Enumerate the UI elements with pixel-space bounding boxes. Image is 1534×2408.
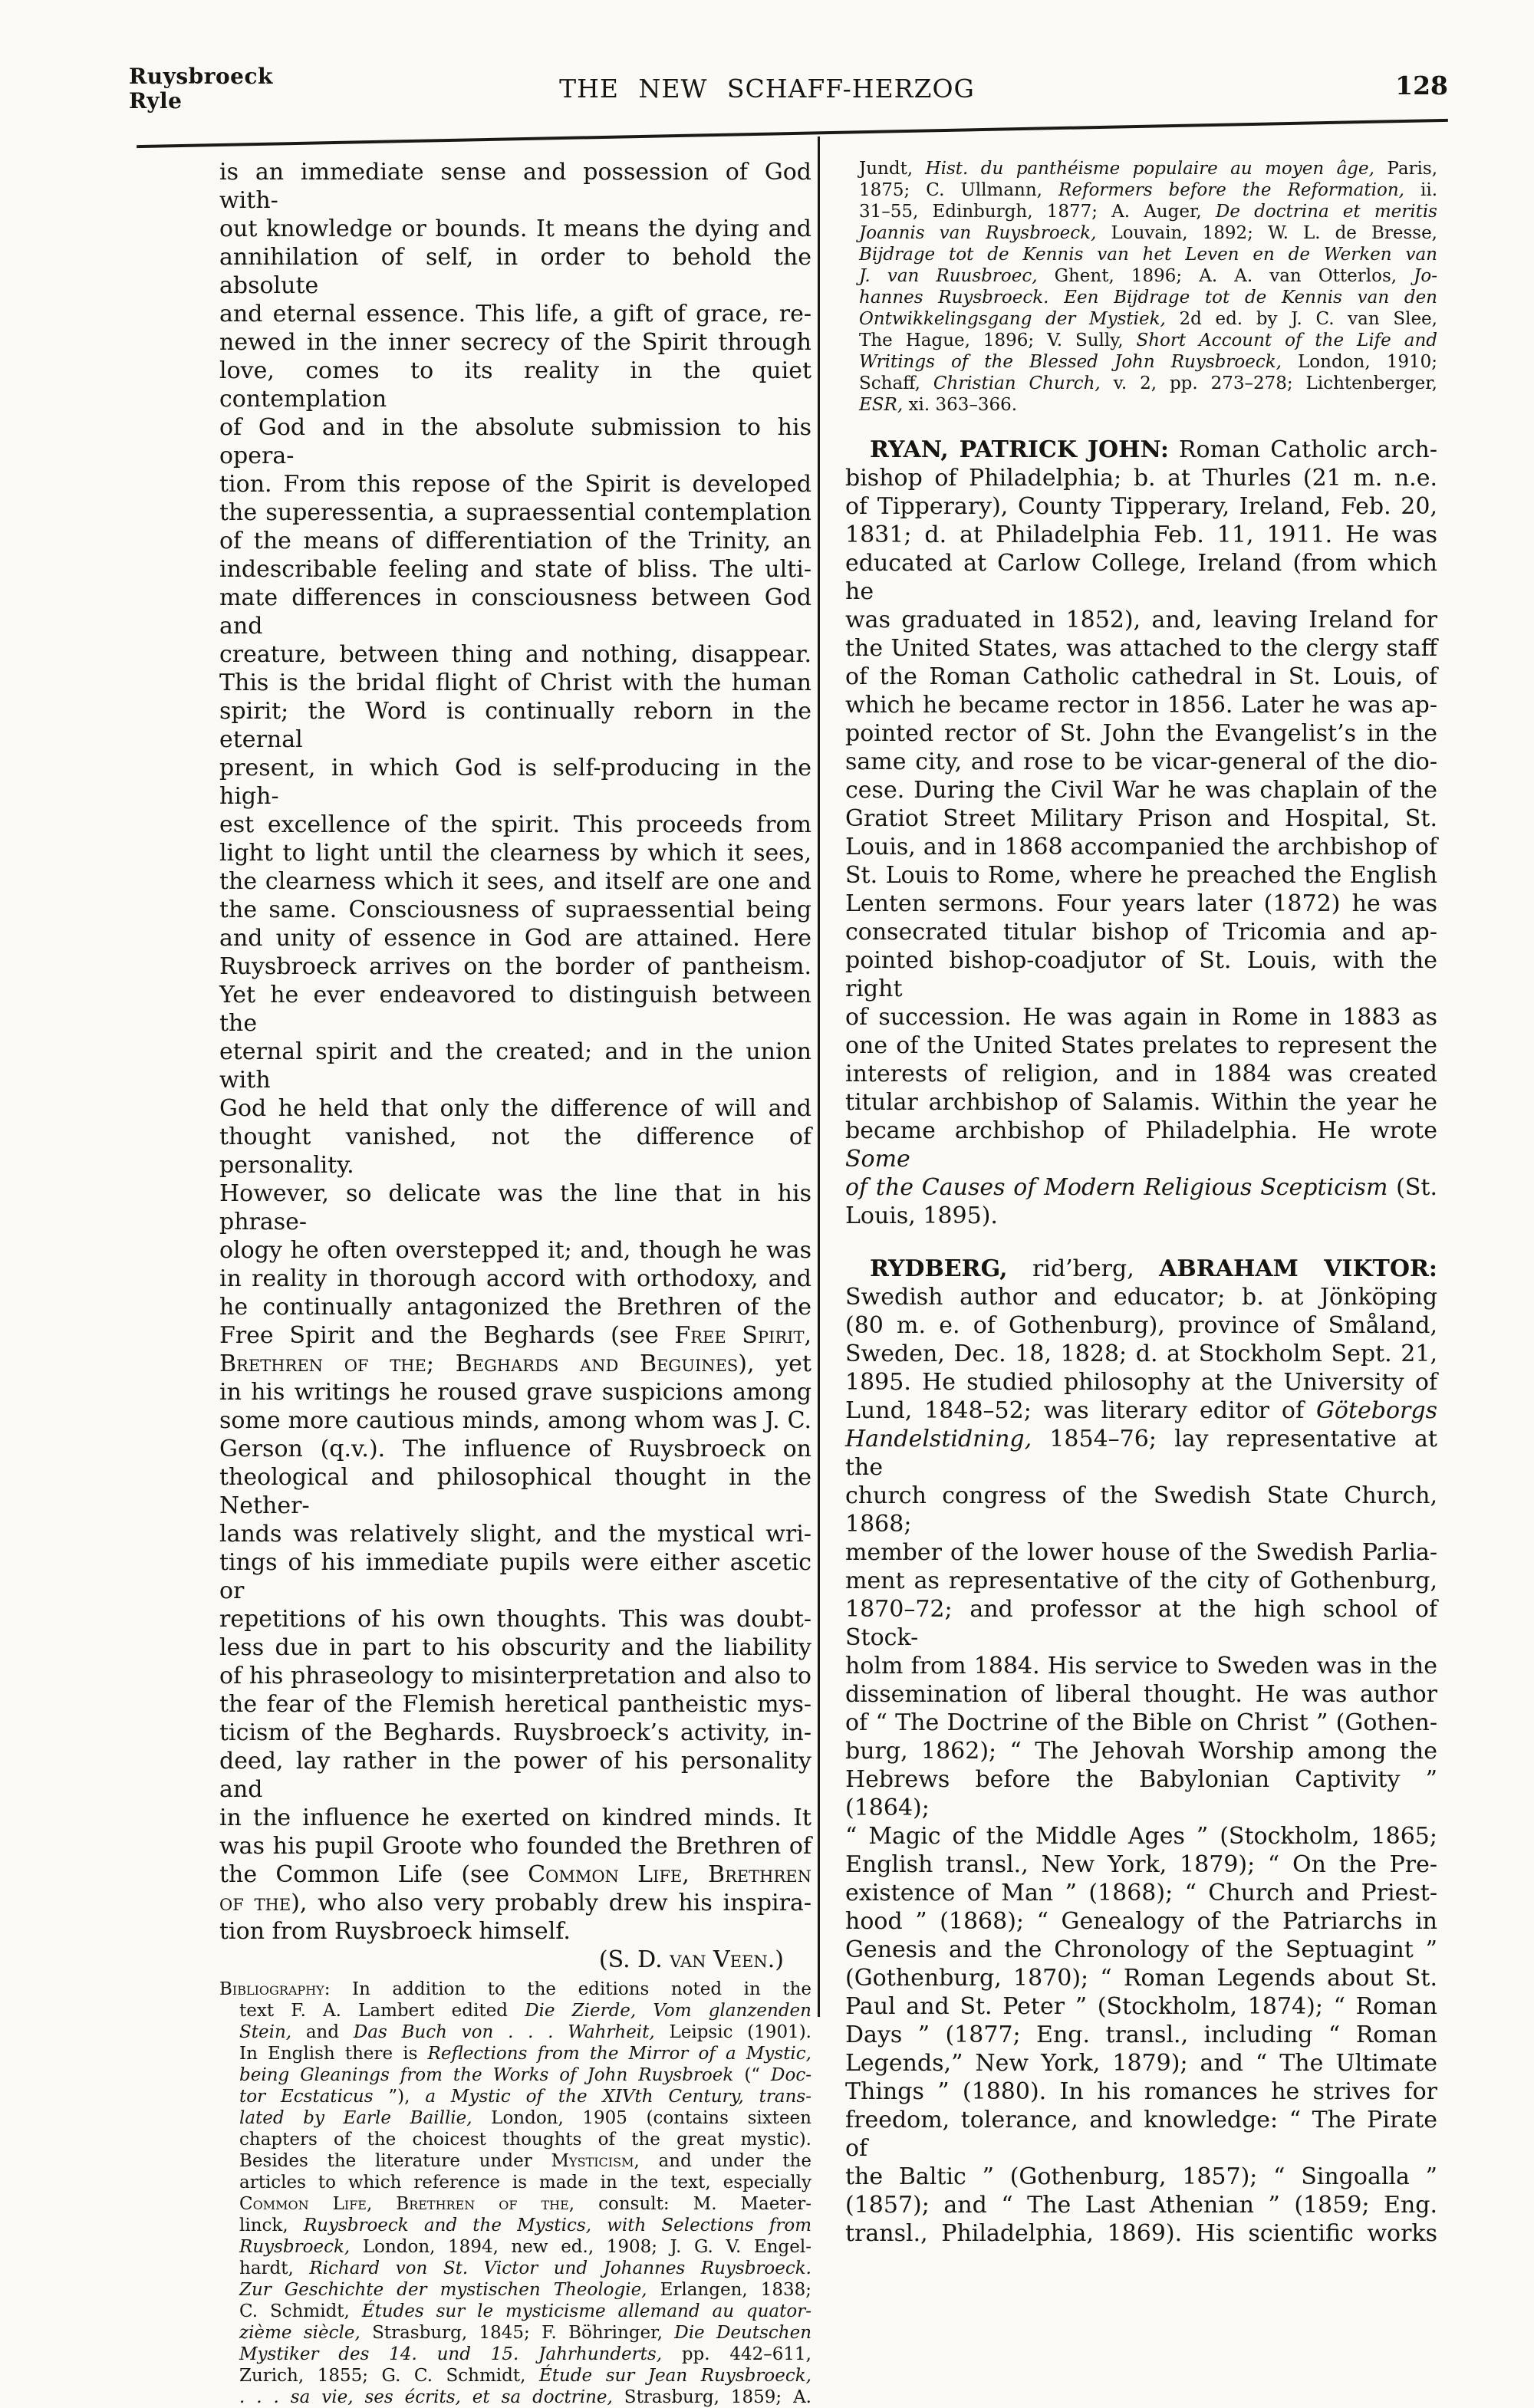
column-divider — [818, 137, 820, 2017]
text-line: C. Schmidt, Études sur le mysticisme allemand au quator- — [239, 2301, 811, 2321]
text-line: St. Louis to Rome, where he preached the English — [845, 862, 1437, 889]
text-line: titular archbishop of Salamis. Within the year he — [845, 1089, 1437, 1116]
text-line: Joannis van Ruysbroeck, Louvain, 1892; W. L. de Bresse, — [859, 223, 1437, 243]
text-line: tor Ecstaticus ”), a Mystic of the XIVth Century, trans- — [239, 2087, 812, 2107]
text-line: Besides the literature under Mysticism, and under the — [239, 2151, 811, 2171]
text-line: In English there is Reflections from the Mirror of a Mystic, — [239, 2044, 811, 2064]
text-line: of Tipperary), County Tipperary, Ireland, Feb. 20, — [845, 493, 1437, 520]
text-line: Free Spirit and the Beghards (see Free Spirit, — [219, 1322, 812, 1349]
text-line: tion. From this repose of the Spirit is developed — [219, 471, 811, 498]
text-line: existence of Man ” (1868); “ Church and Priest- — [845, 1880, 1437, 1906]
text-line: RYDBERG, rid’berg, ABRAHAM VIKTOR: — [870, 1255, 1437, 1282]
text-line: The Hague, 1896; V. Sully, Short Account of the Life and — [859, 331, 1437, 350]
text-line: chapters of the choicest thoughts of the great mystic). — [239, 2130, 811, 2150]
left-column — [219, 158, 811, 2408]
text-line: lands was relatively slight, and the mystical wri- — [219, 1521, 811, 1548]
text-line: 1875; C. Ullmann, Reformers before the Reformation, ii. — [859, 180, 1438, 200]
text-line: and eternal essence. This life, a gift of grace, re- — [219, 301, 811, 327]
text-line: the clearness which it sees, and itself are one and — [219, 868, 811, 895]
text-line: RYAN, PATRICK JOHN: Roman Catholic arch- — [870, 436, 1438, 463]
text-line: Brethren of the; Beghards and Beguines), yet — [219, 1350, 811, 1377]
text-line: Sweden, Dec. 18, 1828; d. at Stockholm Sept. 21, — [845, 1341, 1437, 1367]
text-line: Zur Geschichte der mystischen Theologie, Erlangen, 1838; — [239, 2280, 811, 2300]
text-line: ESR, xi. 363–366. — [859, 395, 1018, 415]
text-line: in his writings he roused grave suspicions among — [219, 1379, 811, 1406]
text-line: creature, between thing and nothing, disappear. — [219, 641, 811, 668]
text-line: love, comes to its reality in the quiet contemplation — [219, 357, 811, 413]
text-line: Handelstidning, 1854–76; lay representative at the — [845, 1426, 1437, 1481]
text-line: same city, and rose to be vicar-general of the dio- — [845, 748, 1437, 775]
text-line: (80 m. e. of Gothenburg), province of Småland, — [845, 1312, 1437, 1339]
text-line: church congress of the Swedish State Church, 1868; — [845, 1482, 1437, 1538]
text-line: articles to which reference is made in the text, especially — [239, 2173, 811, 2193]
text-line: interests of religion, and in 1884 was created — [845, 1061, 1437, 1087]
text-line: the Common Life (see Common Life, Brethren — [219, 1861, 811, 1888]
text-line: Lund, 1848–52; was literary editor of Göteborgs — [845, 1397, 1437, 1424]
text-line: of the), who also very probably drew his inspira- — [219, 1890, 811, 1916]
text-line: Ruysbroeck, London, 1894, new ed., 1908; J. G. V. Engel- — [239, 2237, 811, 2257]
text-line: dissemination of liberal thought. He was author — [845, 1681, 1437, 1708]
text-line: hood ” (1868); “ Genealogy of the Patriarchs in — [845, 1908, 1437, 1935]
text-line: Paul and St. Peter ” (Stockholm, 1874); “ Roman — [845, 1993, 1437, 2020]
text-line: was his pupil Groote who founded the Brethren of — [219, 1833, 811, 1860]
text-line: ment as representative of the city of Gothenburg, — [845, 1568, 1437, 1594]
right-column — [845, 158, 1437, 2248]
text-line: Genesis and the Chronology of the Septuagint ” — [845, 1936, 1437, 1963]
text-line: Louis, 1895). — [845, 1202, 998, 1229]
ruysbroeck-article-continuation — [219, 158, 811, 1974]
text-line: the fear of the Flemish heretical pantheistic mys- — [219, 1691, 811, 1718]
header-rule — [137, 119, 1448, 148]
text-line: indescribable feeling and state of bliss. The ulti- — [219, 556, 811, 583]
text-line: the same. Consciousness of supraessential being — [219, 896, 811, 923]
text-line: Bijdrage tot de Kennis van het Leven en de Werken van — [859, 245, 1437, 265]
text-line: Lenten sermons. Four years later (1872) he was — [845, 890, 1437, 917]
text-line: J. van Ruusbroec, Ghent, 1896; A. A. van Otterlos, Jo- — [859, 266, 1437, 286]
text-line: 1831; d. at Philadelphia Feb. 11, 1911. He was — [845, 521, 1437, 548]
text-line: ology he often overstepped it; and, though he was — [219, 1237, 811, 1264]
text-line: Louis, and in 1868 accompanied the archbishop of — [845, 834, 1437, 860]
text-line: in reality in thorough accord with orthodoxy, and — [219, 1265, 811, 1292]
text-line: freedom, tolerance, and knowledge: “ The Pirate of — [845, 2107, 1437, 2162]
text-line: This is the bridal flight of Christ with the human — [219, 669, 811, 696]
text-line: being Gleanings from the Works of John Ruysbroek (“ Doc- — [239, 2065, 811, 2085]
text-line: thought vanished, not the difference of personality. — [219, 1123, 811, 1179]
text-line: of “ The Doctrine of the Bible on Christ ” (Gothen- — [845, 1709, 1437, 1736]
text-line: educated at Carlow College, Ireland (from which he — [845, 550, 1437, 605]
text-line: Bibliography: In addition to the editions noted in the — [219, 1979, 811, 1999]
text-line: (Gothenburg, 1870); “ Roman Legends about St. — [845, 1965, 1437, 1992]
text-line: of the means of differentiation of the Trinity, an — [219, 528, 811, 554]
text-line: tings of his immediate pupils were either ascetic or — [219, 1549, 811, 1604]
text-line: God he held that only the difference of will and — [219, 1095, 811, 1122]
text-line: less due in part to his obscurity and the liability — [219, 1634, 811, 1661]
rydberg-article — [845, 1255, 1437, 2248]
text-line: some more cautious minds, among whom was J. C. — [219, 1407, 811, 1434]
text-line: present, in which God is self-producing in the high- — [219, 755, 811, 810]
text-line: lated by Earle Baillie, London, 1905 (contains sixteen — [239, 2108, 811, 2128]
ruysbroeck-bibliography — [219, 1979, 811, 2408]
text-line: Swedish author and educator; b. at Jönköping — [845, 1284, 1437, 1311]
text-line: Legends,” New York, 1879); and “ The Ultimate — [845, 2050, 1437, 2077]
text-line: the United States, was attached to the clergy staff — [845, 635, 1437, 662]
text-line: tion from Ruysbroeck himself. — [219, 1918, 571, 1945]
text-line: theological and philosophical thought in the Nether- — [219, 1464, 811, 1519]
text-line: deed, lay rather in the power of his personality and — [219, 1748, 811, 1803]
text-line: Hebrews before the Babylonian Captivity ” (1864); — [845, 1766, 1437, 1821]
text-line: the Baltic ” (Gothenburg, 1857); “ Singoalla ” — [845, 2163, 1437, 2190]
text-line: and unity of essence in God are attained. Here — [219, 925, 811, 952]
text-line: consecrated titular bishop of Tricomia and ap- — [845, 919, 1437, 946]
page-number: 128 — [1395, 71, 1448, 100]
text-line: Yet he ever endeavored to distinguish between the — [219, 982, 811, 1037]
text-line: est excellence of the spirit. This proceeds from — [219, 811, 811, 838]
text-line: Common Life, Brethren of the, consult: M. Maeter- — [239, 2194, 812, 2214]
text-line: which he became rector in 1856. Later he was ap- — [845, 692, 1437, 719]
column-gap — [845, 1230, 1437, 1255]
text-line: 1870–72; and professor at the high school of Stock- — [845, 1596, 1437, 1651]
text-line: annihilation of self, in order to behold the absolute — [219, 244, 811, 299]
text-line: member of the lower house of the Swedish Parlia- — [845, 1539, 1437, 1566]
text-line: “ Magic of the Middle Ages ” (Stockholm, 1865; — [845, 1823, 1437, 1850]
text-line: of the Causes of Modern Religious Scepticism (St. — [845, 1174, 1438, 1201]
text-line: repetitions of his own thoughts. This was doubt- — [219, 1606, 811, 1633]
text-line: burg, 1862); “ The Jehovah Worship among the — [845, 1738, 1437, 1765]
text-line: was graduated in 1852), and, leaving Ireland for — [845, 607, 1437, 633]
text-line: Writings of the Blessed John Ruysbroeck, London, 1910; — [859, 352, 1437, 372]
text-line: the superessentia, a supraessential contemplation — [219, 499, 811, 526]
text-line: 31–55, Edinburgh, 1877; A. Auger, De doctrina et meritis — [859, 202, 1437, 222]
text-line: zième siècle, Strasburg, 1845; F. Böhringer, Die Deutschen — [239, 2323, 812, 2343]
text-line: Schaff, Christian Church, v. 2, pp. 273–278; Lichtenberger, — [859, 373, 1437, 393]
text-line: pointed bishop-coadjutor of St. Louis, with the right — [845, 947, 1437, 1002]
text-line: Jundt, Hist. du panthéisme populaire au moyen âge, Paris, — [859, 159, 1438, 179]
column-gap — [845, 416, 1437, 436]
text-line: of the Roman Catholic cathedral in St. Louis, of — [845, 663, 1437, 690]
text-line: out knowledge or bounds. It means the dying and — [219, 215, 811, 242]
text-line: of God and in the absolute submission to his opera- — [219, 414, 811, 469]
text-line: English transl., New York, 1879); “ On the Pre- — [845, 1851, 1437, 1878]
text-line: Gratiot Street Military Prison and Hospital, St. — [845, 805, 1437, 832]
text-line: Zurich, 1855; G. C. Schmidt, Étude sur Jean Ruysbroeck, — [239, 2366, 811, 2386]
text-line: became archbishop of Philadelphia. He wrote Some — [845, 1117, 1437, 1173]
text-line: However, so delicate was the line that in his phrase- — [219, 1180, 811, 1235]
text-line: Ruysbroeck arrives on the border of pantheism. — [219, 953, 811, 980]
ryan-article — [845, 436, 1437, 1230]
text-line: Gerson (q.v.). The influence of Ruysbroeck on — [219, 1436, 811, 1462]
running-head-line2: Ryle — [129, 88, 183, 113]
text-line: of succession. He was again in Rome in 1883 as — [845, 1004, 1437, 1031]
text-line: Days ” (1877; Eng. transl., including “ Roman — [845, 2021, 1437, 2048]
text-line: is an immediate sense and possession of God with- — [219, 159, 811, 214]
text-line: (S. D. van Veen.) — [598, 1946, 784, 1973]
text-line: text F. A. Lambert edited Die Zierde, Vom glanzenden — [239, 2001, 811, 2021]
text-line: hannes Ruysbroeck. Een Bijdrage tot de Kennis van den — [859, 288, 1437, 308]
text-line: newed in the inner secrecy of the Spirit through — [219, 329, 811, 356]
text-line: pointed rector of St. John the Evangelist’s in the — [845, 720, 1437, 747]
page-title: THE NEW SCHAFF-HERZOG — [559, 74, 975, 104]
text-line: transl., Philadelphia, 1869). His scientific works — [845, 2220, 1437, 2247]
text-line: Stein, and Das Buch von . . . Wahrheit, Leipsic (1901). — [239, 2022, 811, 2042]
text-line: 1895. He studied philosophy at the University of — [845, 1369, 1437, 1396]
text-line: ticism of the Beghards. Ruysbroeck’s activity, in- — [219, 1719, 811, 1746]
text-line: Things ” (1880). In his romances he strives for — [845, 2078, 1437, 2105]
text-line: holm from 1884. His service to Sweden was in the — [845, 1653, 1437, 1679]
text-line: hardt, Richard von St. Victor und Johannes Ruysbroeck. — [239, 2258, 811, 2278]
text-line: in the influence he exerted on kindred minds. It — [219, 1804, 811, 1831]
text-line: he continually antagonized the Brethren of the — [219, 1294, 811, 1321]
text-line: eternal spirit and the created; and in the union with — [219, 1038, 811, 1094]
text-line: . . . sa vie, ses écrits, et sa doctrine, Strasburg, 1859; A. — [239, 2387, 811, 2407]
text-line: (1857); and “ The Last Athenian ” (1859; Eng. — [845, 2192, 1437, 2219]
text-line: of his phraseology to misinterpretation and also to — [219, 1663, 811, 1689]
text-line: Ontwikkelingsgang der Mystiek, 2d ed. by J. C. van Slee, — [859, 309, 1437, 329]
text-line: mate differences in consciousness between God and — [219, 584, 811, 640]
text-line: linck, Ruysbroeck and the Mystics, with Selections from — [239, 2216, 812, 2235]
running-head-line1: Ruysbroeck — [129, 64, 273, 89]
bibliography-continuation — [845, 158, 1437, 416]
text-line: one of the United States prelates to represent the — [845, 1032, 1437, 1059]
text-line: light to light until the clearness by which it sees, — [219, 840, 811, 867]
text-line: cese. During the Civil War he was chaplain of the — [845, 777, 1437, 804]
text-line: bishop of Philadelphia; b. at Thurles (21 m. n.e. — [845, 465, 1437, 492]
text-line: Mystiker des 14. und 15. Jahrhunderts, pp. 442–611, — [239, 2344, 811, 2364]
text-line: spirit; the Word is continually reborn in the eternal — [219, 698, 811, 753]
